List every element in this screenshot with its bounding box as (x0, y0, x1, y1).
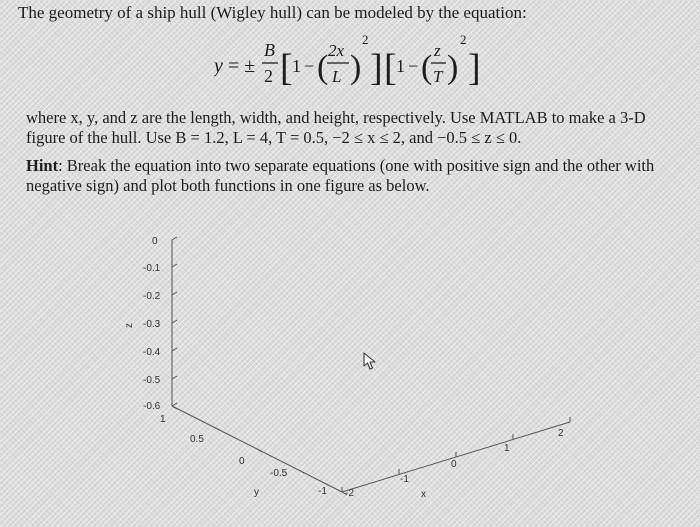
z-tick-0 (172, 237, 177, 240)
y-tick-label-3: -0.5 (270, 468, 288, 479)
problem-description (26, 108, 686, 148)
x-axis-label: x (421, 489, 426, 500)
eq-sign: = ± (228, 55, 256, 77)
eq-one-2: 1 (396, 56, 405, 76)
eq-exp-2: 2 (460, 32, 467, 47)
description-line-1: where x, y, and z are the length, width, and height, respectively. Use MATLAB to make a 3-D (26, 108, 646, 127)
eq-bracket-open-2: [ (384, 47, 397, 89)
y-tick-2 (257, 449, 262, 452)
y-tick-3 (299, 470, 304, 473)
x-tick-label-2: 0 (451, 459, 457, 470)
eq-paren-close-1: ) (350, 49, 362, 86)
z-tick-1 (172, 264, 177, 267)
eq-B: B (264, 40, 275, 60)
y-tick-label-2: 0 (239, 456, 245, 467)
x-tick-label-4: 2 (558, 428, 564, 439)
wigley-equation (214, 30, 504, 92)
eq-paren-open-2: ( (421, 49, 433, 86)
z-tick-5 (172, 376, 177, 379)
eq-paren-close-2: ) (447, 49, 459, 86)
eq-two: 2 (264, 66, 273, 86)
z-tick-label-6: -0.6 (143, 401, 161, 412)
eq-paren-open-1: ( (317, 49, 329, 86)
x-tick-label-1: -1 (400, 474, 409, 485)
eq-T: T (433, 67, 443, 86)
z-tick-label-5: -0.5 (143, 375, 161, 386)
intro-text: The geometry of a ship hull (Wigley hull) can be modeled by the equation: (18, 3, 527, 22)
z-tick-label-4: -0.4 (143, 347, 161, 358)
description-line-2: figure of the hull. Use B = 1.2, L = 4, T = 0.5, −2 ≤ x ≤ 2, and −0.5 ≤ z ≤ 0. (26, 128, 522, 147)
y-tick-label-0: 1 (160, 414, 166, 425)
mouse-pointer-icon (362, 352, 378, 370)
y-tick-label-1: 0.5 (190, 434, 204, 445)
eq-z: z (434, 41, 441, 60)
eq-exp-1: 2 (362, 32, 369, 47)
eq-bracket-close-2: ] (468, 47, 481, 89)
eq-L: L (332, 67, 342, 86)
z-tick-6 (172, 403, 177, 406)
hint-line-2: negative sign) and plot both functions in one figure as below. (26, 176, 430, 195)
z-tick-2 (172, 292, 177, 295)
eq-bracket-open-1: [ (280, 47, 293, 89)
z-tick-label-0: 0 (152, 236, 158, 247)
z-tick-label-3: -0.3 (143, 319, 161, 330)
x-tick-label-3: 1 (504, 443, 510, 454)
z-axis-label: z (124, 323, 135, 328)
eq-2x: 2x (328, 41, 345, 60)
hull-3d-axes-figure (0, 210, 700, 527)
x-tick-label-0: -2 (345, 488, 354, 499)
eq-minus-2: − (408, 56, 419, 76)
eq-y: y (214, 55, 223, 77)
hint-line-1 (26, 156, 686, 176)
eq-minus-1: − (304, 56, 315, 76)
y-tick-label-4: -1 (318, 486, 327, 497)
hint-label: Hint (26, 156, 59, 175)
z-tick-3 (172, 320, 177, 323)
hint-text-1: : Break the equation into two separate equations (one with positive sign and the other with (58, 156, 655, 175)
hint-paragraph (26, 156, 686, 196)
z-tick-4 (172, 348, 177, 351)
axes-3d (0, 210, 700, 527)
eq-bracket-close-1: ] (370, 47, 383, 89)
y-tick-0 (172, 406, 177, 409)
y-tick-1 (214, 427, 219, 430)
eq-one-1: 1 (292, 56, 301, 76)
z-tick-label-2: -0.2 (143, 291, 161, 302)
y-axis-label: y (254, 487, 259, 498)
z-tick-label-1: -0.1 (143, 263, 161, 274)
